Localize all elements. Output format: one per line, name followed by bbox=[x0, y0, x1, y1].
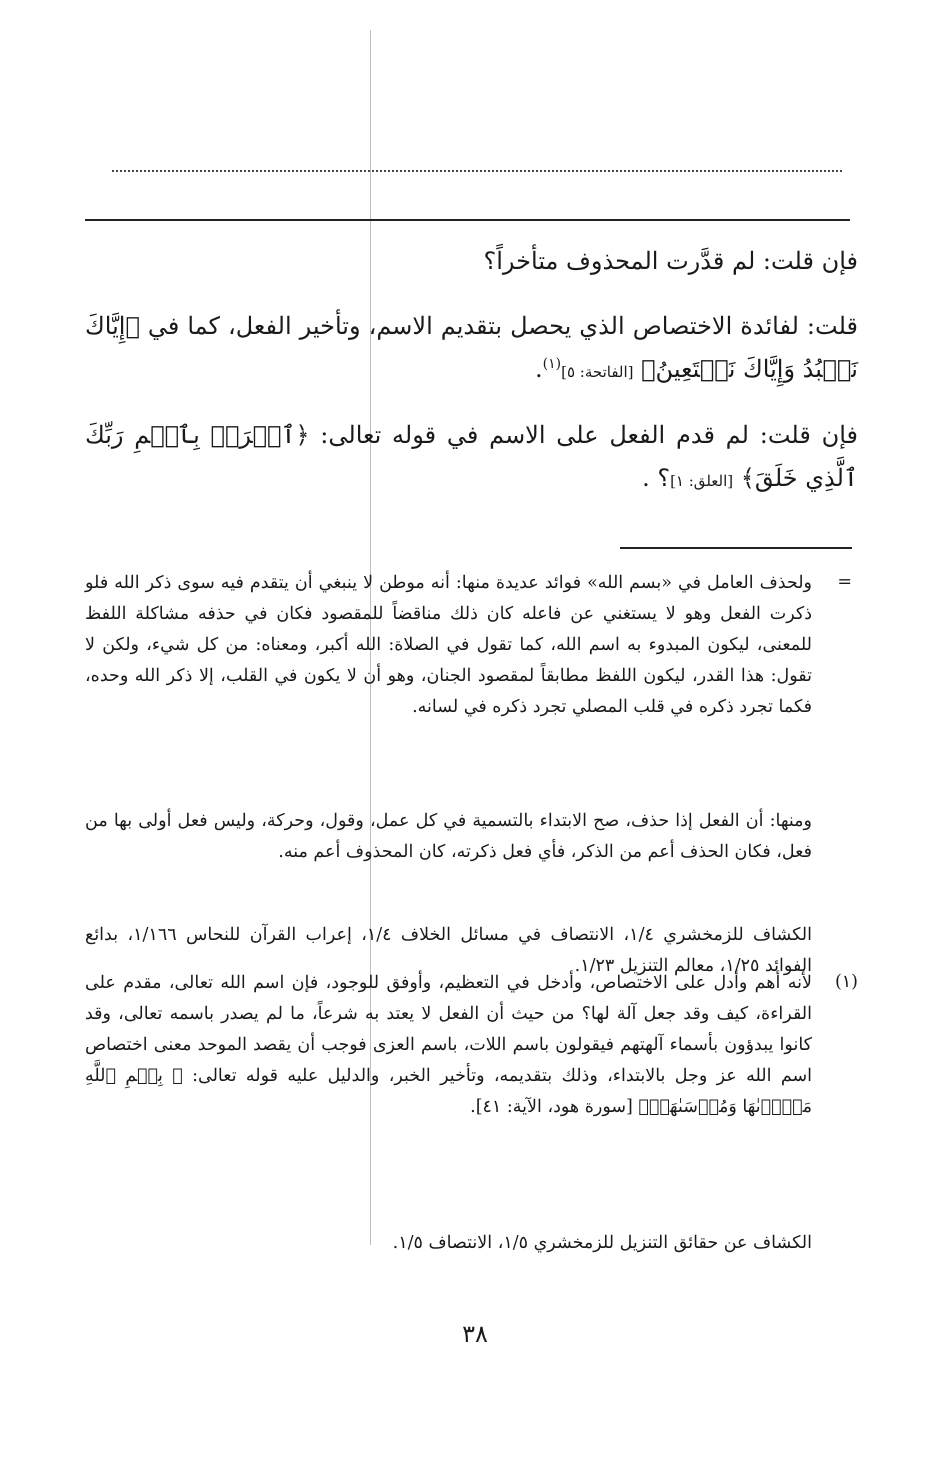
footnote-1-paragraph-2 bbox=[85, 1228, 812, 1259]
main-p2-text: قلت: لفائدة الاختصاص الذي يحصل بتقديم الاسم، وتأخير الفعل، كما في ﴿إِيَّاكَ نَعۡبُدُ وَإِيَّاكَ نَسۡتَعِينُ﴾ bbox=[85, 312, 859, 383]
footnote-cont-p2: ومنها: أن الفعل إذا حذف، صح الابتداء بالتسمية في كل عمل، وقول، وحركة، وليس فعل أولى بها من فعل، فكان الحذف أعم من الذكر، فأي فعل ذكرته، كان المحذوف أعم منه. bbox=[85, 811, 813, 862]
footnote-cont-paragraph-2 bbox=[85, 806, 812, 868]
main-p1-text: فإن قلت: لم قدَّرت المحذوف متأخراً؟ bbox=[483, 247, 858, 275]
main-paragraph-2 bbox=[85, 305, 858, 394]
quran-reference: [العلق: ١] bbox=[670, 472, 734, 490]
footnote-1-text: لأنه أهم وأدل على الاختصاص، وأدخل في التعظيم، وأوفق للوجود، فإن اسم الله تعالى، مقدم على القراءة، كيف وقد جعل آلة لها؟ من حيث أن الفعل لا يعتد به شرعاً، ما لم يصدر باسمه تعالى، وقد كانوا يبدؤون بأسماء آلهتهم فيقولون باسم اللات، باسم العزى فوجب أن يقصد الموحد معنى اختصاص اسم الله عز وجل بالابتداء، وذلك بتقديمه، وتأخير الخبر، والدليل عليه قوله تعالى: ﴿ بِسۡمِ ٱللَّهِ مَجۡرٜىٰهَا وَمُرۡسَىٰهَآۚ﴾ [سورة هود، الآية: ٤١]. bbox=[85, 973, 812, 1117]
top-rule bbox=[85, 219, 850, 221]
footnote-1-paragraph-1 bbox=[85, 968, 812, 1123]
page-number: ٣٨ bbox=[462, 1320, 488, 1348]
quran-reference: [الفاتحة: ٥] bbox=[561, 363, 634, 381]
footnote-1-marker: (١) bbox=[834, 972, 858, 992]
footnote-cont-paragraph-1 bbox=[85, 568, 812, 723]
dotted-separator bbox=[112, 170, 842, 172]
footnote-cont-p1: ولحذف العامل في «بسم الله» فوائد عديدة منها: أنه موطن لا ينبغي أن يتقدم فيه سوى ذكر الله فلو ذكرت الفعل وهو لا يستغني عن فاعله كان ذلك مناقضاً للمقصود فكان في حذفه مشاكلة اللفظ للمعنى، ليكون المبدوء به اسم الله، كما تقول في الصلاة: الله أكبر، ومعناه: من كل شيء، ولكن لا تقول: هذا القدر، ليكون اللفظ مطابقاً لمقصود الجنان، وهو أن لا يكون في القلب، إلا ذكر الله وحده، فكما تجرد ذكره في قلب المصلي تجرد ذكره في لسانه. bbox=[85, 573, 812, 717]
footnote-continuation-marker: = bbox=[837, 572, 852, 592]
footnote-ref-1[interactable]: (١) bbox=[542, 356, 562, 372]
footnote-1-sources: الكشاف عن حقائق التنزيل للزمخشري ١/٥، الانتصاف ١/٥. bbox=[392, 1233, 812, 1253]
main-p3-text: فإن قلت: لم قدم الفعل على الاسم في قوله تعالى: ﴿ٱقۡرَأۡ بِٱسۡمِ رَبِّكَ ٱلَّذِي خَلَقَ﴾ bbox=[85, 421, 858, 492]
main-paragraph-3 bbox=[85, 414, 858, 503]
main-p2-end: . bbox=[535, 355, 543, 383]
footnote-cont-p3: الكشاف للزمخشري ١/٤، الانتصاف في مسائل الخلاف ١/٤، إعراب القرآن للنحاس ١/١٦٦، بدائع الفوائد ١/٢٥، معالم التنزيل ١/٢٣. bbox=[85, 925, 812, 976]
footnote-separator bbox=[620, 547, 852, 549]
main-p3-end: ؟ . bbox=[642, 464, 671, 492]
main-paragraph-1 bbox=[85, 240, 858, 283]
